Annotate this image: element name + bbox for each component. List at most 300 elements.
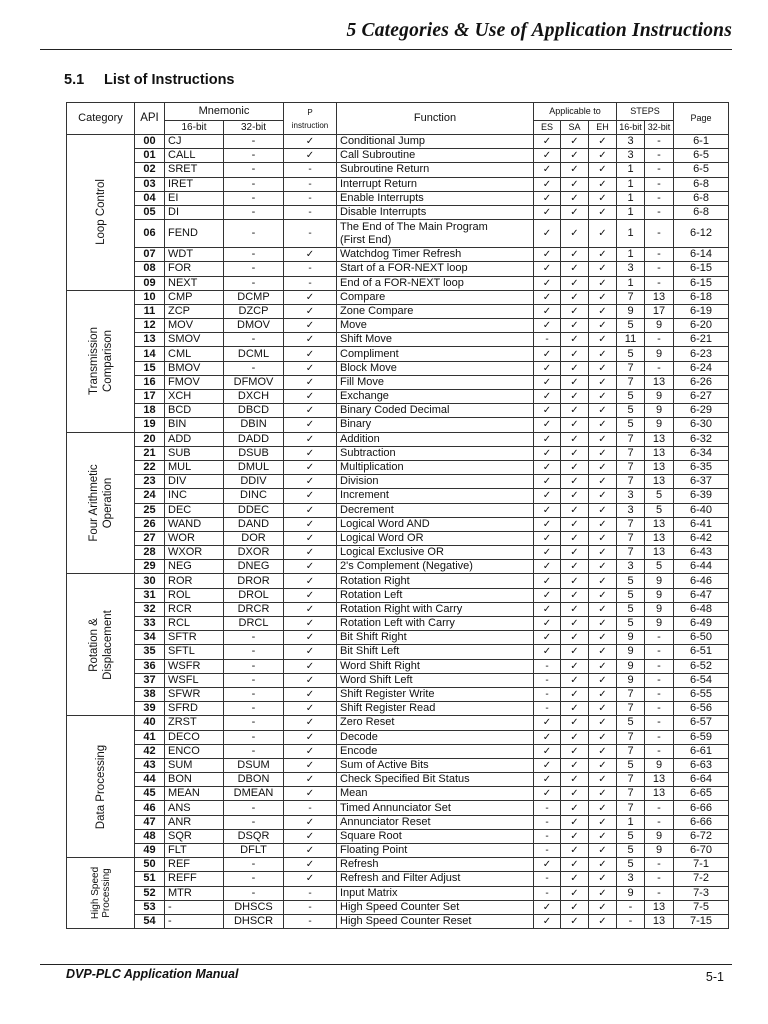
col-header-page: Page (674, 103, 729, 135)
applicable-es-cell: ✓ (534, 404, 561, 418)
table-row (67, 503, 729, 517)
mnemonic-16bit-cell: MUL (165, 460, 224, 474)
p-instruction-cell: - (284, 801, 337, 815)
table-row (67, 531, 729, 545)
function-cell: Zone Compare (337, 304, 534, 318)
p-instruction-cell: ✓ (284, 446, 337, 460)
mnemonic-16bit-cell: CJ (165, 135, 224, 149)
page-cell: 6-41 (674, 517, 729, 531)
mnemonic-32bit-cell: DCMP (224, 290, 284, 304)
applicable-eh-cell: ✓ (589, 617, 617, 631)
api-cell: 13 (135, 333, 165, 347)
applicable-eh-cell: ✓ (589, 829, 617, 843)
mnemonic-32bit-cell: - (224, 163, 284, 177)
function-cell: Logical Word AND (337, 517, 534, 531)
applicable-eh-cell: ✓ (589, 773, 617, 787)
function-cell: Exchange (337, 390, 534, 404)
page-cell: 6-27 (674, 390, 729, 404)
applicable-sa-cell: ✓ (561, 191, 589, 205)
applicable-es-cell: ✓ (534, 475, 561, 489)
applicable-es-cell: - (534, 659, 561, 673)
api-cell: 20 (135, 432, 165, 446)
mnemonic-16bit-cell: EI (165, 191, 224, 205)
mnemonic-16bit-cell: MTR (165, 886, 224, 900)
mnemonic-32bit-cell: - (224, 149, 284, 163)
page-cell: 6-43 (674, 546, 729, 560)
steps-32bit-cell: 9 (645, 602, 674, 616)
mnemonic-32bit-cell: DSUB (224, 446, 284, 460)
applicable-eh-cell: ✓ (589, 304, 617, 318)
table-row (67, 375, 729, 389)
table-row (67, 787, 729, 801)
applicable-eh-cell: ✓ (589, 220, 617, 248)
col-header-steps-16bit: 16-bit (617, 121, 645, 135)
page-cell: 7-3 (674, 886, 729, 900)
mnemonic-16bit-cell: WAND (165, 517, 224, 531)
table-row (67, 602, 729, 616)
applicable-sa-cell: ✓ (561, 375, 589, 389)
function-cell: Shift Register Write (337, 687, 534, 701)
col-header-function: Function (337, 103, 534, 135)
p-instruction-cell: ✓ (284, 319, 337, 333)
applicable-sa-cell: ✓ (561, 475, 589, 489)
applicable-es-cell: ✓ (534, 248, 561, 262)
applicable-sa-cell: ✓ (561, 135, 589, 149)
p-instruction-cell: ✓ (284, 574, 337, 588)
table-row (67, 149, 729, 163)
table-row (67, 588, 729, 602)
applicable-sa-cell: ✓ (561, 602, 589, 616)
col-header-es: ES (534, 121, 561, 135)
category-cell (67, 858, 135, 929)
applicable-sa-cell: ✓ (561, 574, 589, 588)
applicable-es-cell: ✓ (534, 276, 561, 290)
api-cell: 21 (135, 446, 165, 460)
steps-16bit-cell: 1 (617, 177, 645, 191)
mnemonic-32bit-cell: DBIN (224, 418, 284, 432)
function-cell: Watchdog Timer Refresh (337, 248, 534, 262)
mnemonic-16bit-cell: MEAN (165, 787, 224, 801)
p-instruction-cell: - (284, 205, 337, 219)
mnemonic-16bit-cell: INC (165, 489, 224, 503)
api-cell: 39 (135, 702, 165, 716)
function-cell: Disable Interrupts (337, 205, 534, 219)
p-instruction-cell: ✓ (284, 304, 337, 318)
api-cell: 15 (135, 361, 165, 375)
steps-16bit-cell: 1 (617, 205, 645, 219)
page-cell: 6-40 (674, 503, 729, 517)
table-row (67, 304, 729, 318)
page-cell: 6-50 (674, 631, 729, 645)
applicable-sa-cell: ✓ (561, 801, 589, 815)
mnemonic-32bit-cell: - (224, 673, 284, 687)
applicable-eh-cell: ✓ (589, 347, 617, 361)
page-cell: 6-55 (674, 687, 729, 701)
applicable-es-cell: ✓ (534, 631, 561, 645)
mnemonic-32bit-cell: - (224, 361, 284, 375)
steps-16bit-cell: 9 (617, 304, 645, 318)
steps-16bit-cell: 7 (617, 475, 645, 489)
mnemonic-32bit-cell: - (224, 744, 284, 758)
mnemonic-32bit-cell: DBCD (224, 404, 284, 418)
mnemonic-16bit-cell: ADD (165, 432, 224, 446)
mnemonic-16bit-cell: WOR (165, 531, 224, 545)
category-label (87, 610, 115, 680)
function-cell: Zero Reset (337, 716, 534, 730)
function-cell: Rotation Left with Carry (337, 617, 534, 631)
function-cell: End of a FOR-NEXT loop (337, 276, 534, 290)
mnemonic-16bit-cell: BCD (165, 404, 224, 418)
steps-32bit-cell: - (645, 801, 674, 815)
steps-16bit-cell: 5 (617, 390, 645, 404)
steps-32bit-cell: 13 (645, 375, 674, 389)
function-cell: Subtraction (337, 446, 534, 460)
p-instruction-cell: ✓ (284, 659, 337, 673)
mnemonic-16bit-cell: SUB (165, 446, 224, 460)
p-instruction-cell: ✓ (284, 460, 337, 474)
table-row (67, 347, 729, 361)
mnemonic-16bit-cell: ROL (165, 588, 224, 602)
col-header-api: API (135, 103, 165, 135)
p-instruction-cell: - (284, 163, 337, 177)
applicable-sa-cell: ✓ (561, 489, 589, 503)
steps-16bit-cell: 5 (617, 716, 645, 730)
table-row (67, 673, 729, 687)
category-label-line: Displacement (101, 610, 114, 680)
page-cell: 6-61 (674, 744, 729, 758)
applicable-es-cell: ✓ (534, 900, 561, 914)
applicable-eh-cell: ✓ (589, 333, 617, 347)
mnemonic-16bit-cell: IRET (165, 177, 224, 191)
steps-32bit-cell: - (645, 361, 674, 375)
function-cell: Shift Register Read (337, 702, 534, 716)
applicable-es-cell: - (534, 872, 561, 886)
page-cell: 6-30 (674, 418, 729, 432)
table-row (67, 702, 729, 716)
applicable-sa-cell: ✓ (561, 418, 589, 432)
api-cell: 06 (135, 220, 165, 248)
mnemonic-32bit-cell: - (224, 220, 284, 248)
applicable-es-cell: ✓ (534, 773, 561, 787)
category-cell (67, 716, 135, 858)
mnemonic-32bit-cell: - (224, 333, 284, 347)
api-cell: 37 (135, 673, 165, 687)
applicable-eh-cell: ✓ (589, 361, 617, 375)
table-row (67, 489, 729, 503)
applicable-sa-cell: ✓ (561, 730, 589, 744)
api-cell: 27 (135, 531, 165, 545)
page-cell: 6-63 (674, 758, 729, 772)
page-cell: 6-51 (674, 645, 729, 659)
steps-32bit-cell: - (645, 659, 674, 673)
steps-16bit-cell: 3 (617, 489, 645, 503)
function-cell: 2's Complement (Negative) (337, 560, 534, 574)
page-cell: 6-34 (674, 446, 729, 460)
page-cell: 6-64 (674, 773, 729, 787)
mnemonic-32bit-cell: DCML (224, 347, 284, 361)
steps-32bit-cell: - (645, 163, 674, 177)
api-cell: 22 (135, 460, 165, 474)
function-cell: Word Shift Right (337, 659, 534, 673)
api-cell: 05 (135, 205, 165, 219)
table-row (67, 290, 729, 304)
api-cell: 35 (135, 645, 165, 659)
api-cell: 31 (135, 588, 165, 602)
applicable-eh-cell: ✓ (589, 503, 617, 517)
steps-32bit-cell: - (645, 716, 674, 730)
header-rule (40, 49, 732, 50)
applicable-es-cell: ✓ (534, 432, 561, 446)
table-row (67, 730, 729, 744)
steps-16bit-cell: 5 (617, 758, 645, 772)
api-cell: 28 (135, 546, 165, 560)
applicable-es-cell: - (534, 687, 561, 701)
applicable-eh-cell: ✓ (589, 177, 617, 191)
mnemonic-32bit-cell: DROR (224, 574, 284, 588)
table-row (67, 390, 729, 404)
applicable-eh-cell: ✓ (589, 687, 617, 701)
function-cell: Rotation Right (337, 574, 534, 588)
api-cell: 41 (135, 730, 165, 744)
applicable-eh-cell: ✓ (589, 758, 617, 772)
applicable-eh-cell: ✓ (589, 432, 617, 446)
table-row (67, 262, 729, 276)
api-cell: 11 (135, 304, 165, 318)
footer-page-number: 5-1 (705, 970, 724, 984)
mnemonic-32bit-cell: - (224, 801, 284, 815)
mnemonic-16bit-cell: WDT (165, 248, 224, 262)
mnemonic-32bit-cell: DMUL (224, 460, 284, 474)
api-cell: 52 (135, 886, 165, 900)
page-cell: 6-19 (674, 304, 729, 318)
applicable-eh-cell: ✓ (589, 574, 617, 588)
steps-16bit-cell: 3 (617, 503, 645, 517)
page-cell: 6-5 (674, 149, 729, 163)
api-cell: 29 (135, 560, 165, 574)
p-instruction-cell: ✓ (284, 375, 337, 389)
mnemonic-32bit-cell: DADD (224, 432, 284, 446)
function-text: The End of The Main Program (340, 220, 488, 233)
applicable-eh-cell: ✓ (589, 886, 617, 900)
function-cell: Multiplication (337, 460, 534, 474)
mnemonic-16bit-cell: BON (165, 773, 224, 787)
mnemonic-16bit-cell: FOR (165, 262, 224, 276)
steps-32bit-cell: - (645, 702, 674, 716)
applicable-es-cell: ✓ (534, 319, 561, 333)
mnemonic-32bit-cell: - (224, 205, 284, 219)
steps-32bit-cell: - (645, 205, 674, 219)
steps-16bit-cell: 7 (617, 361, 645, 375)
applicable-eh-cell: ✓ (589, 276, 617, 290)
category-label-line: High Speed (89, 867, 101, 920)
steps-32bit-cell: - (645, 220, 674, 248)
steps-32bit-cell: 5 (645, 560, 674, 574)
steps-32bit-cell: 13 (645, 290, 674, 304)
steps-32bit-cell: 9 (645, 418, 674, 432)
page-cell: 6-15 (674, 276, 729, 290)
page-cell: 6-35 (674, 460, 729, 474)
function-cell: Division (337, 475, 534, 489)
steps-32bit-cell: - (645, 815, 674, 829)
page-cell: 6-14 (674, 248, 729, 262)
col-header-eh: EH (589, 121, 617, 135)
steps-16bit-cell: 5 (617, 617, 645, 631)
category-label-line: Data Processing (94, 744, 107, 829)
table-row (67, 460, 729, 474)
category-label-line: Loop Control (94, 179, 107, 246)
page-cell: 6-48 (674, 602, 729, 616)
footer-rule (40, 964, 732, 965)
applicable-es-cell: - (534, 801, 561, 815)
steps-16bit-cell: 7 (617, 517, 645, 531)
applicable-sa-cell: ✓ (561, 220, 589, 248)
steps-32bit-cell: - (645, 645, 674, 659)
category-cell (67, 135, 135, 291)
api-cell: 09 (135, 276, 165, 290)
steps-32bit-cell: 9 (645, 588, 674, 602)
applicable-eh-cell: ✓ (589, 546, 617, 560)
category-cell (67, 290, 135, 432)
p-instruction-cell: ✓ (284, 858, 337, 872)
p-instruction-cell: ✓ (284, 531, 337, 545)
applicable-sa-cell: ✓ (561, 588, 589, 602)
applicable-es-cell: - (534, 844, 561, 858)
p-instruction-cell: - (284, 262, 337, 276)
steps-16bit-cell: 3 (617, 149, 645, 163)
applicable-eh-cell: ✓ (589, 375, 617, 389)
mnemonic-32bit-cell: - (224, 872, 284, 886)
instruction-table-body (67, 135, 729, 929)
applicable-sa-cell: ✓ (561, 333, 589, 347)
mnemonic-16bit-cell: DIV (165, 475, 224, 489)
applicable-sa-cell: ✓ (561, 829, 589, 843)
mnemonic-32bit-cell: - (224, 262, 284, 276)
applicable-eh-cell: ✓ (589, 163, 617, 177)
p-instruction-cell: ✓ (284, 872, 337, 886)
function-cell: Interrupt Return (337, 177, 534, 191)
steps-32bit-cell: 13 (645, 787, 674, 801)
mnemonic-16bit-cell: FLT (165, 844, 224, 858)
mnemonic-16bit-cell: BMOV (165, 361, 224, 375)
mnemonic-32bit-cell: DMEAN (224, 787, 284, 801)
table-row (67, 446, 729, 460)
category-label (87, 464, 115, 541)
page-cell: 6-20 (674, 319, 729, 333)
steps-16bit-cell: 5 (617, 418, 645, 432)
page-cell: 6-8 (674, 177, 729, 191)
page-cell: 6-72 (674, 829, 729, 843)
applicable-es-cell: - (534, 702, 561, 716)
table-row (67, 829, 729, 843)
applicable-es-cell: ✓ (534, 758, 561, 772)
mnemonic-16bit-cell: REFF (165, 872, 224, 886)
applicable-eh-cell: ✓ (589, 815, 617, 829)
steps-32bit-cell: 9 (645, 829, 674, 843)
applicable-es-cell: ✓ (534, 617, 561, 631)
table-row (67, 135, 729, 149)
mnemonic-32bit-cell: DRCR (224, 602, 284, 616)
function-cell: Start of a FOR-NEXT loop (337, 262, 534, 276)
applicable-sa-cell: ✓ (561, 531, 589, 545)
mnemonic-16bit-cell: NEG (165, 560, 224, 574)
applicable-es-cell: ✓ (534, 304, 561, 318)
mnemonic-32bit-cell: DRCL (224, 617, 284, 631)
applicable-es-cell: ✓ (534, 205, 561, 219)
mnemonic-32bit-cell: DZCP (224, 304, 284, 318)
category-label (94, 179, 108, 245)
applicable-es-cell: ✓ (534, 177, 561, 191)
applicable-sa-cell: ✓ (561, 844, 589, 858)
mnemonic-32bit-cell: - (224, 631, 284, 645)
col-header-p-line2: instruction (291, 120, 329, 130)
applicable-eh-cell: ✓ (589, 914, 617, 928)
p-instruction-cell: ✓ (284, 758, 337, 772)
footer-manual-title: DVP-PLC Application Manual (66, 967, 239, 981)
steps-32bit-cell: 5 (645, 503, 674, 517)
applicable-sa-cell: ✓ (561, 177, 589, 191)
applicable-eh-cell: ✓ (589, 205, 617, 219)
page-cell: 6-26 (674, 375, 729, 389)
mnemonic-32bit-cell: - (224, 687, 284, 701)
table-row (67, 560, 729, 574)
table-row (67, 886, 729, 900)
applicable-es-cell: ✓ (534, 191, 561, 205)
mnemonic-32bit-cell: DROL (224, 588, 284, 602)
mnemonic-16bit-cell: ANR (165, 815, 224, 829)
applicable-eh-cell: ✓ (589, 319, 617, 333)
mnemonic-16bit-cell: DECO (165, 730, 224, 744)
col-header-steps-32bit: 32-bit (645, 121, 674, 135)
mnemonic-32bit-cell: DINC (224, 489, 284, 503)
category-cell (67, 432, 135, 574)
table-row (67, 248, 729, 262)
page-cell: 6-54 (674, 673, 729, 687)
api-cell: 42 (135, 744, 165, 758)
function-cell: Word Shift Left (337, 673, 534, 687)
applicable-es-cell: ✓ (534, 418, 561, 432)
function-cell: Addition (337, 432, 534, 446)
applicable-es-cell: ✓ (534, 390, 561, 404)
steps-16bit-cell: 3 (617, 262, 645, 276)
api-cell: 10 (135, 290, 165, 304)
applicable-eh-cell: ✓ (589, 560, 617, 574)
applicable-sa-cell: ✓ (561, 446, 589, 460)
page-cell: 7-2 (674, 872, 729, 886)
steps-32bit-cell: - (645, 333, 674, 347)
table-row (67, 858, 729, 872)
function-cell: Sum of Active Bits (337, 758, 534, 772)
table-row (67, 404, 729, 418)
mnemonic-32bit-cell: DMOV (224, 319, 284, 333)
mnemonic-16bit-cell: - (165, 914, 224, 928)
applicable-eh-cell: ✓ (589, 390, 617, 404)
applicable-sa-cell: ✓ (561, 858, 589, 872)
applicable-eh-cell: ✓ (589, 844, 617, 858)
steps-16bit-cell: 5 (617, 602, 645, 616)
applicable-sa-cell: ✓ (561, 560, 589, 574)
steps-16bit-cell: 1 (617, 815, 645, 829)
function-cell: Check Specified Bit Status (337, 773, 534, 787)
steps-16bit-cell: 7 (617, 546, 645, 560)
p-instruction-cell: ✓ (284, 333, 337, 347)
page-cell: 6-57 (674, 716, 729, 730)
mnemonic-32bit-cell: - (224, 645, 284, 659)
p-instruction-cell: ✓ (284, 588, 337, 602)
mnemonic-32bit-cell: - (224, 659, 284, 673)
applicable-eh-cell: ✓ (589, 460, 617, 474)
p-instruction-cell: ✓ (284, 432, 337, 446)
function-cell: Decrement (337, 503, 534, 517)
